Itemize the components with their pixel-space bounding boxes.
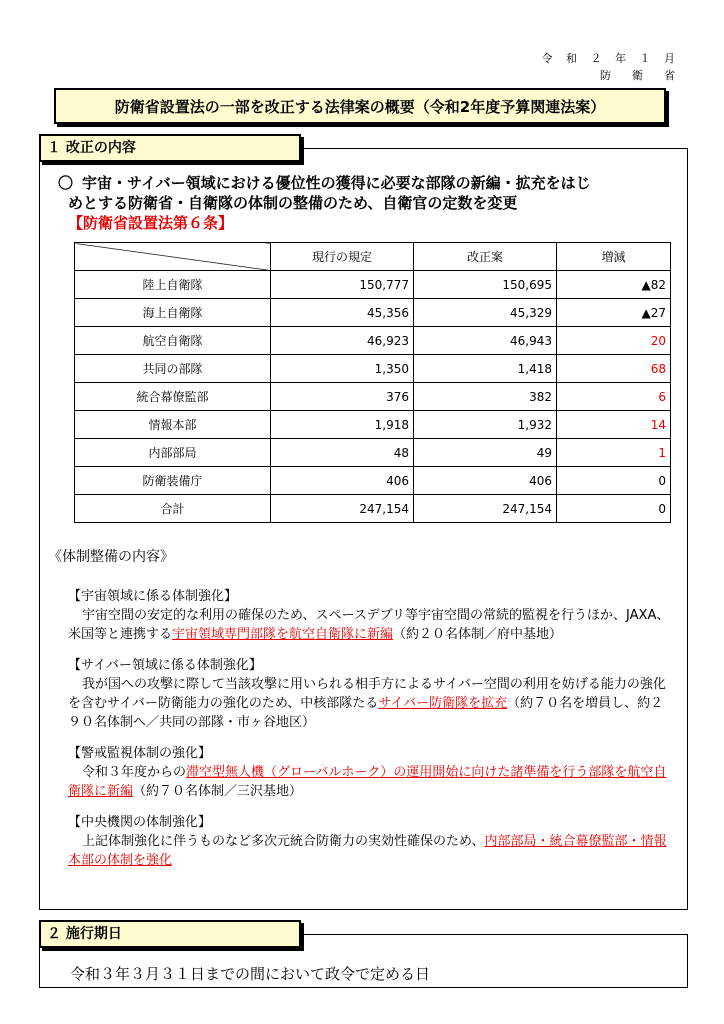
row-diff: 68 [557, 355, 671, 383]
detail-text: 我が国への攻撃に際して当該攻撃に用いられる相手方によるサイバー空間の利用を妨げる能力の強化を含むサイバー防衛能力の強化のため、中核部隊たるサイバー防衛隊を拡充（約７０名を増員し、約２９０名体制へ／共同の部隊・市ヶ谷地区） [68, 677, 666, 730]
row-name: 内部部局 [75, 439, 271, 467]
row-proposed: 1,932 [414, 411, 557, 439]
table-total-row [75, 495, 671, 523]
row-diff: 14 [557, 411, 671, 439]
detail-item-cyber [48, 656, 672, 732]
table-row [75, 383, 671, 411]
row-name: 防衛装備庁 [75, 467, 271, 495]
row-name: 合計 [75, 495, 271, 523]
row-diff: 1 [557, 439, 671, 467]
document-header [542, 50, 680, 84]
organization-details [48, 548, 672, 882]
table-row [75, 439, 671, 467]
intro-line-1: 宇宙・サイバー領域における優位性の獲得に必要な部隊の新編・拡充をはじ [82, 174, 591, 192]
row-current: 376 [271, 383, 414, 411]
row-diff: ▲27 [557, 299, 671, 327]
row-name: 情報本部 [75, 411, 271, 439]
personnel-table [74, 242, 671, 523]
table-header-row [75, 243, 671, 271]
row-proposed: 406 [414, 467, 557, 495]
section1-intro [58, 173, 668, 233]
row-proposed: 1,418 [414, 355, 557, 383]
row-current: 247,154 [271, 495, 414, 523]
detail-highlight: 滞空型無人機（グローバルホーク）の運用開始に向けた諸準備を行う部隊を航空自衛隊に新編 [68, 765, 667, 799]
detail-heading: 【警戒監視体制の強化】 [68, 746, 212, 761]
details-subtitle: 《体制整備の内容》 [48, 549, 174, 565]
section1-heading: １ 改正の内容 [39, 134, 301, 162]
row-name: 共同の部隊 [75, 355, 271, 383]
row-diff: ▲82 [557, 271, 671, 299]
detail-item-surveillance [48, 744, 672, 801]
date-text: 令 和 ２ 年 １ 月 [541, 52, 680, 65]
row-current: 1,918 [271, 411, 414, 439]
row-name: 海上自衛隊 [75, 299, 271, 327]
row-current: 46,923 [271, 327, 414, 355]
row-proposed: 45,329 [414, 299, 557, 327]
detail-text: 令和３年度からの滞空型無人機（グローバルホーク）の運用開始に向けた諸準備を行う部隊を航空自衛隊に新編（約７０名体制／三沢基地） [68, 765, 667, 799]
detail-highlight: 内部部局・統合幕僚監部・情報本部の体制を強化 [68, 834, 667, 868]
row-proposed: 247,154 [414, 495, 557, 523]
row-diff: 0 [557, 467, 671, 495]
detail-text: 上記体制強化に伴うものなど多次元統合防衛力の実効性確保のため、内部部局・統合幕僚監部・情報本部の体制を強化 [68, 834, 667, 868]
row-diff: 0 [557, 495, 671, 523]
header-current: 現行の規定 [271, 243, 414, 271]
row-current: 48 [271, 439, 414, 467]
table-row [75, 355, 671, 383]
row-diff: 20 [557, 327, 671, 355]
row-current: 45,356 [271, 299, 414, 327]
table-row [75, 299, 671, 327]
table-row [75, 327, 671, 355]
detail-heading: 【サイバー領域に係る体制強化】 [68, 658, 262, 673]
row-diff: 6 [557, 383, 671, 411]
row-name: 統合幕僚監部 [75, 383, 271, 411]
detail-heading: 【中央機関の体制強化】 [68, 815, 212, 830]
detail-heading: 【宇宙領域に係る体制強化】 [68, 589, 238, 604]
row-proposed: 382 [414, 383, 557, 411]
intro-line-2: めとする防衛省・自衛隊の体制の整備のため、自衛官の定数を変更 [68, 194, 518, 212]
effective-date-text: 令和３年３月３１日までの間において政令で定める日 [70, 965, 431, 983]
row-name: 陸上自衛隊 [75, 271, 271, 299]
detail-highlight: サイバー防衛隊を拡充 [378, 696, 508, 711]
row-current: 406 [271, 467, 414, 495]
document-title: 防衛省設置法の一部を改正する法律案の概要（令和2年度予算関連法案） [54, 88, 666, 124]
detail-item-central [48, 813, 672, 870]
detail-item-space [48, 587, 672, 644]
header-diff: 増減 [557, 243, 671, 271]
organization-text: 防 衛 省 [600, 69, 680, 82]
circle-bullet: 〇 [58, 174, 74, 192]
section2-heading: ２ 施行期日 [39, 920, 301, 948]
table-row [75, 411, 671, 439]
table-row [75, 271, 671, 299]
article-reference: 【防衛省設置法第６条】 [68, 214, 234, 232]
detail-highlight: 宇宙領域専門部隊を航空自衛隊に新編 [172, 627, 394, 642]
header-diagonal-cell [75, 243, 271, 271]
row-current: 150,777 [271, 271, 414, 299]
row-proposed: 46,943 [414, 327, 557, 355]
header-proposed: 改正案 [414, 243, 557, 271]
row-name: 航空自衛隊 [75, 327, 271, 355]
detail-text: 宇宙空間の安定的な利用の確保のため、スペースデブリ等宇宙空間の常続的監視を行うほか、JAXA、米国等と連携する宇宙領域専門部隊を航空自衛隊に新編（約２０名体制／府中基地） [68, 608, 670, 642]
table-row [75, 467, 671, 495]
row-proposed: 150,695 [414, 271, 557, 299]
row-current: 1,350 [271, 355, 414, 383]
row-proposed: 49 [414, 439, 557, 467]
